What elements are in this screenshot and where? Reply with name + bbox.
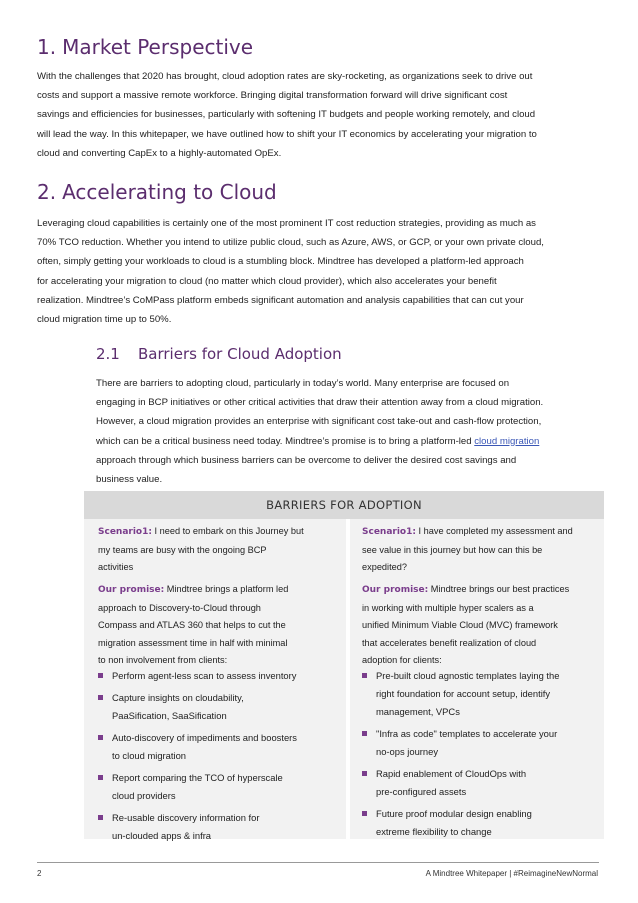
text-line: realization. Mindtree’s CoMPass platform embeds significant automation and analysis capabilities that can cut your	[37, 294, 524, 306]
section-2-body	[37, 214, 607, 329]
scenario-text	[362, 523, 602, 577]
text-line: cloud migration time up to 50%.	[37, 314, 172, 326]
text-segment: I have completed my assessment and	[415, 526, 573, 536]
list-item: Report comparing the TCO of hyperscale cloud providers	[96, 769, 341, 805]
bullet-icon	[98, 815, 103, 820]
bullet-icon	[98, 673, 103, 678]
text-line: for accelerating your migration to cloud (no matter which cloud provider), which also accelerates your benefit	[37, 275, 497, 287]
text-line: Leveraging cloud capabilities is certainly one of the most prominent IT cost reduction strategies, providing as much as	[37, 218, 536, 229]
list-item: "Infra as code" templates to accelerate your no-ops journey	[360, 725, 600, 761]
footer-divider	[37, 862, 599, 863]
section-1-title: Market Perspective	[62, 35, 254, 59]
text-line: in working with multiple hyper scalers as a	[362, 602, 534, 613]
section-2-1-heading	[96, 345, 342, 363]
promise-text	[98, 581, 343, 670]
scenario-label: Scenario1:	[362, 527, 416, 537]
text-line: costs and support a massive remote workforce. Bringing digital transformation forward will drive significant cost	[37, 90, 508, 102]
footer-tagline: A Mindtree Whitepaper | #ReimagineNewNormal	[425, 869, 598, 878]
page-number: 2	[37, 869, 42, 878]
promise-text	[362, 581, 602, 670]
bullet-icon	[362, 771, 367, 776]
list-item: Perform agent-less scan to assess inventory	[96, 667, 341, 685]
text-line: see value in this journey but how can this be	[362, 544, 543, 555]
text-line: migration assessment time in half with minimal	[98, 637, 288, 648]
cloud-migration-link[interactable]: cloud migration	[474, 435, 540, 447]
text-line: to non involvement from clients:	[98, 655, 228, 665]
text-line: There are barriers to adopting cloud, particularly in today’s world. Many enterprise are focused on	[96, 378, 510, 389]
text-line	[96, 432, 606, 451]
text-line: 70% TCO reduction. Whether you intend to utilize public cloud, such as Azure, AWS, or GCP, or your own private cloud,	[37, 237, 544, 249]
section-2-heading	[37, 180, 277, 204]
section-1-heading	[37, 35, 253, 59]
list-item: Re-usable discovery information for un-clouded apps & infra	[96, 809, 341, 845]
text-line: business value.	[96, 474, 163, 486]
text-line: However, a cloud migration provides an enterprise with significant cost take-out and cash-flow protection,	[96, 416, 542, 428]
bullet-icon	[98, 695, 103, 700]
feature-list	[360, 667, 600, 845]
text-line: With the challenges that 2020 has brought, cloud adoption rates are sky-rocketing, as organizations seek to drive out	[37, 71, 533, 82]
bullet-icon	[98, 735, 103, 740]
bullet-icon	[362, 673, 367, 678]
text-line: expedited?	[362, 562, 407, 572]
column-scenario-1	[84, 519, 346, 839]
text-segment: which can be a critical business need today. Mindtree’s promise is to bring a platform-led	[96, 435, 475, 447]
section-2-number: 2.	[37, 180, 57, 204]
text-segment: Mindtree brings a platform led	[164, 584, 289, 594]
list-item: Rapid enablement of CloudOps with pre-configured assets	[360, 765, 600, 801]
column-scenario-2	[350, 519, 604, 839]
section-2-1-title: Barriers for Cloud Adoption	[138, 345, 342, 363]
table-header: BARRIERS FOR ADOPTION	[84, 491, 604, 519]
bullet-icon	[362, 731, 367, 736]
text-line: will lead the way. In this whitepaper, we have outlined how to shift your IT economics by accelerating your migration to	[37, 128, 537, 140]
text-line: unified Minimum Viable Cloud (MVC) framework	[362, 620, 558, 630]
text-line: my teams are busy with the ongoing BCP	[98, 544, 267, 555]
text-line: that accelerates benefit realization of cloud	[362, 637, 537, 648]
text-line: cloud and converting CapEx to a highly-automated OpEx.	[37, 147, 282, 159]
list-item: Pre-built cloud agnostic templates laying the right foundation for account setup, identify management, VPCs	[360, 667, 600, 721]
promise-label: Our promise:	[362, 585, 429, 595]
text-segment: Mindtree brings our best practices	[428, 584, 570, 594]
list-item: Capture insights on cloudability, PaaSification, SaaSification	[96, 689, 341, 725]
barriers-table	[84, 491, 604, 839]
section-2-title: Accelerating to Cloud	[62, 180, 277, 204]
text-line: adoption for clients:	[362, 655, 442, 665]
text-line: approach to Discovery-to-Cloud through	[98, 602, 261, 613]
scenario-text	[98, 523, 343, 577]
section-2-1-body	[96, 374, 606, 489]
text-line: activities	[98, 562, 134, 572]
feature-list	[96, 667, 341, 849]
list-item: Future proof modular design enabling extreme flexibility to change	[360, 805, 600, 841]
section-2-1-number: 2.1	[96, 345, 120, 363]
text-line: savings and efficiencies for businesses, particularly with softening IT budgets and people working remotely, and cloud	[37, 109, 536, 121]
section-1-number: 1.	[37, 35, 57, 59]
bullet-icon	[98, 775, 103, 780]
list-item: Auto-discovery of impediments and boosters to cloud migration	[96, 729, 341, 765]
text-line: often, simply getting your workloads to cloud is a stumbling block. Mindtree has developed a platform-led approach	[37, 256, 524, 268]
text-line: engaging in BCP initiatives or other critical activities that draw their attention away from a cloud migration.	[96, 397, 544, 409]
section-1-body	[37, 67, 607, 163]
scenario-label: Scenario1:	[98, 527, 152, 537]
text-line: Compass and ATLAS 360 that helps to cut the	[98, 620, 286, 630]
promise-label: Our promise:	[98, 585, 165, 595]
text-segment: I need to embark on this Journey but	[151, 526, 304, 536]
bullet-icon	[362, 811, 367, 816]
text-line: approach through which business barriers can be overcome to deliver the desired cost savings and	[96, 454, 517, 466]
